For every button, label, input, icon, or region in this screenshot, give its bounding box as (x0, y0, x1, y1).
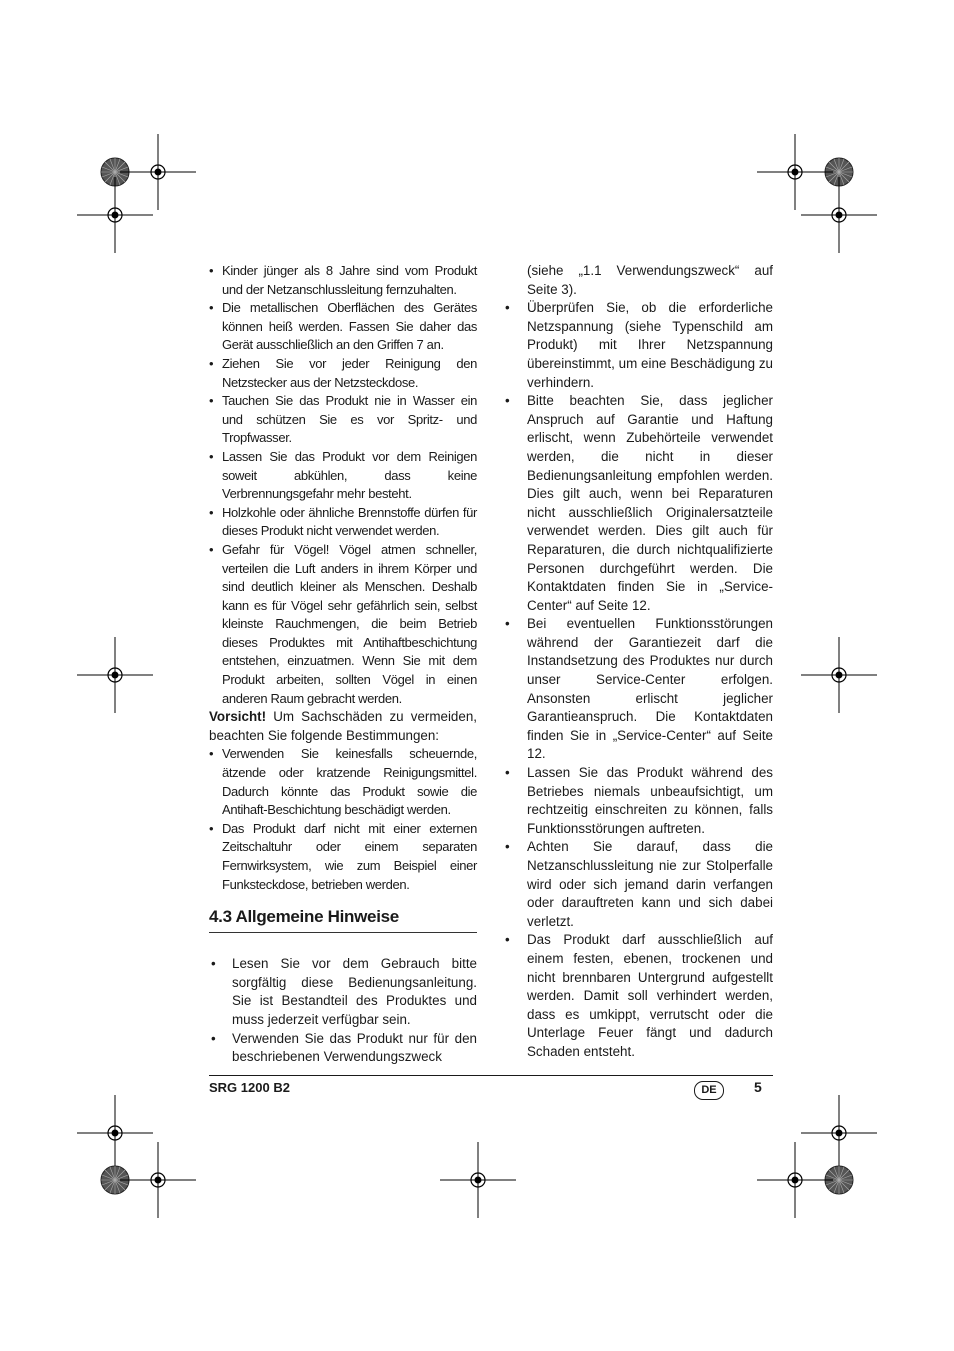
continuation-text: (siehe „1.1 Verwendungszweck“ auf Seite 3). (527, 263, 773, 297)
caution-text: Um Sachschäden zu vermeiden, beachten Sie folgende Bestimmungen: (209, 709, 477, 743)
list-item: • Kinder jünger als 8 Jahre sind vom Produkt und der Netzanschlussleitung fernzuhalten. (209, 262, 477, 299)
list-item: • Achten Sie darauf, dass die Netzanschlussleitung nie zur Stolperfalle wird oder sich jemand darin verfangen oder darauftreten kann und sich dabei verletzt. (527, 838, 773, 931)
safety-list (209, 262, 477, 708)
list-item: • Verwenden Sie das Produkt nur für den beschriebenen Verwendungszweck (209, 1030, 477, 1067)
list-item: • Holzkohle oder ähnliche Brennstoffe dürfen für dieses Produkt nicht verwendet werden. (209, 504, 477, 541)
caution-paragraph (209, 708, 477, 745)
footer-model: SRG 1200 B2 (209, 1080, 290, 1095)
list-item: • Lesen Sie vor dem Gebrauch bitte sorgfältig diese Bedienungsanleitung. Sie ist Bestandteil des Produktes und muss jederzeit verfügbar sein. (209, 955, 477, 1029)
caution-list (209, 745, 477, 894)
language-badge: DE (694, 1081, 724, 1100)
caution-label: Vorsicht! (209, 709, 267, 725)
right-column (527, 262, 773, 1062)
general-list-continued (527, 299, 773, 1061)
list-item: • Bitte beachten Sie, dass jeglicher Anspruch auf Garantie und Haftung erlischt, wenn Zubehörteile verwendet werden, die nicht in dieser Bedienungsanleitung empfohlen werden. Dies gilt auch, wenn bei Reparaturen nicht ausschließlich Originalersatzteile verwendet werden. Dies gilt auch für Reparaturen, die durch nichtqualifizierte Personen durchgeführt werden. Die Kontaktdaten finden Sie in „Service-Center“ auf Seite 12. (527, 392, 773, 615)
list-item: • Die metallischen Oberflächen des Gerätes können heiß werden. Fassen Sie daher das Gerät ausschließlich an den Griffen 7 an. (209, 299, 477, 355)
list-item: • Verwenden Sie keinesfalls scheuernde, ätzende oder kratzende Reinigungsmittel. Dadurch könnte das Produkt sowie die Antihaft-Beschichtung beschädigt werden. (209, 745, 477, 819)
general-list (209, 955, 477, 1067)
list-item: • Tauchen Sie das Produkt nie in Wasser ein und schützen Sie es vor Spritz- und Tropfwasser. (209, 392, 477, 448)
left-column (209, 262, 477, 1067)
footer-divider (209, 1075, 773, 1076)
list-item: • Lassen Sie das Produkt vor dem Reinigen soweit abkühlen, dass keine Verbrennungsgefahr mehr besteht. (209, 448, 477, 504)
list-item: • Das Produkt darf ausschließlich auf einem festen, ebenen, trockenen und nicht brennbaren Untergrund aufgestellt werden. Damit soll verhindert werden, dass es umkippt, verrutscht oder die Unterlage Feuer fängt und dadurch Schaden entsteht. (527, 931, 773, 1061)
list-item: • Ziehen Sie vor jeder Reinigung den Netzstecker aus der Netzsteckdose. (209, 355, 477, 392)
list-item: • Das Produkt darf nicht mit einer externen Zeitschaltuhr oder einem separaten Fernwirksystem, wie zum Beispiel einer Funksteckdose, betrieben werden. (209, 820, 477, 894)
list-item: • Überprüfen Sie, ob die erforderliche Netzspannung (siehe Typenschild am Produkt) mit Ihrer Netzspannung übereinstimmt, um eine Beschädigung zu verhindern. (527, 299, 773, 392)
list-item: • Bei eventuellen Funktionsstörungen während der Garantiezeit darf die Instandsetzung des Produktes nur durch unser Service-Center erfolgen. Ansonsten erlischt jeglicher Garantieanspruch. Die Kontaktdaten finden Sie in „Service-Center“ auf Seite 12. (527, 615, 773, 764)
section-heading: 4.3 Allgemeine Hinweise (209, 906, 477, 933)
page-number: 5 (754, 1079, 762, 1095)
list-item: • Lassen Sie das Produkt während des Betriebes niemals unbeaufsichtigt, um rechtzeitig einschreiten zu können, falls Funktionsstörungen auftreten. (527, 764, 773, 838)
list-item: • Gefahr für Vögel! Vögel atmen schneller, verteilen die Luft anders in ihrem Körper und sind deutlich kleiner als Menschen. Deshalb kann es für Vögel sehr gefährlich sein, selbst kleinste Rauchmengen, die beim Betrieb dieses Produktes mit Antihaftbeschichtung entstehen, einzuatmen. Wenn Sie mit dem Produkt arbeiten, sollten Vögel in einen anderen Raum gebracht werden. (209, 541, 477, 708)
